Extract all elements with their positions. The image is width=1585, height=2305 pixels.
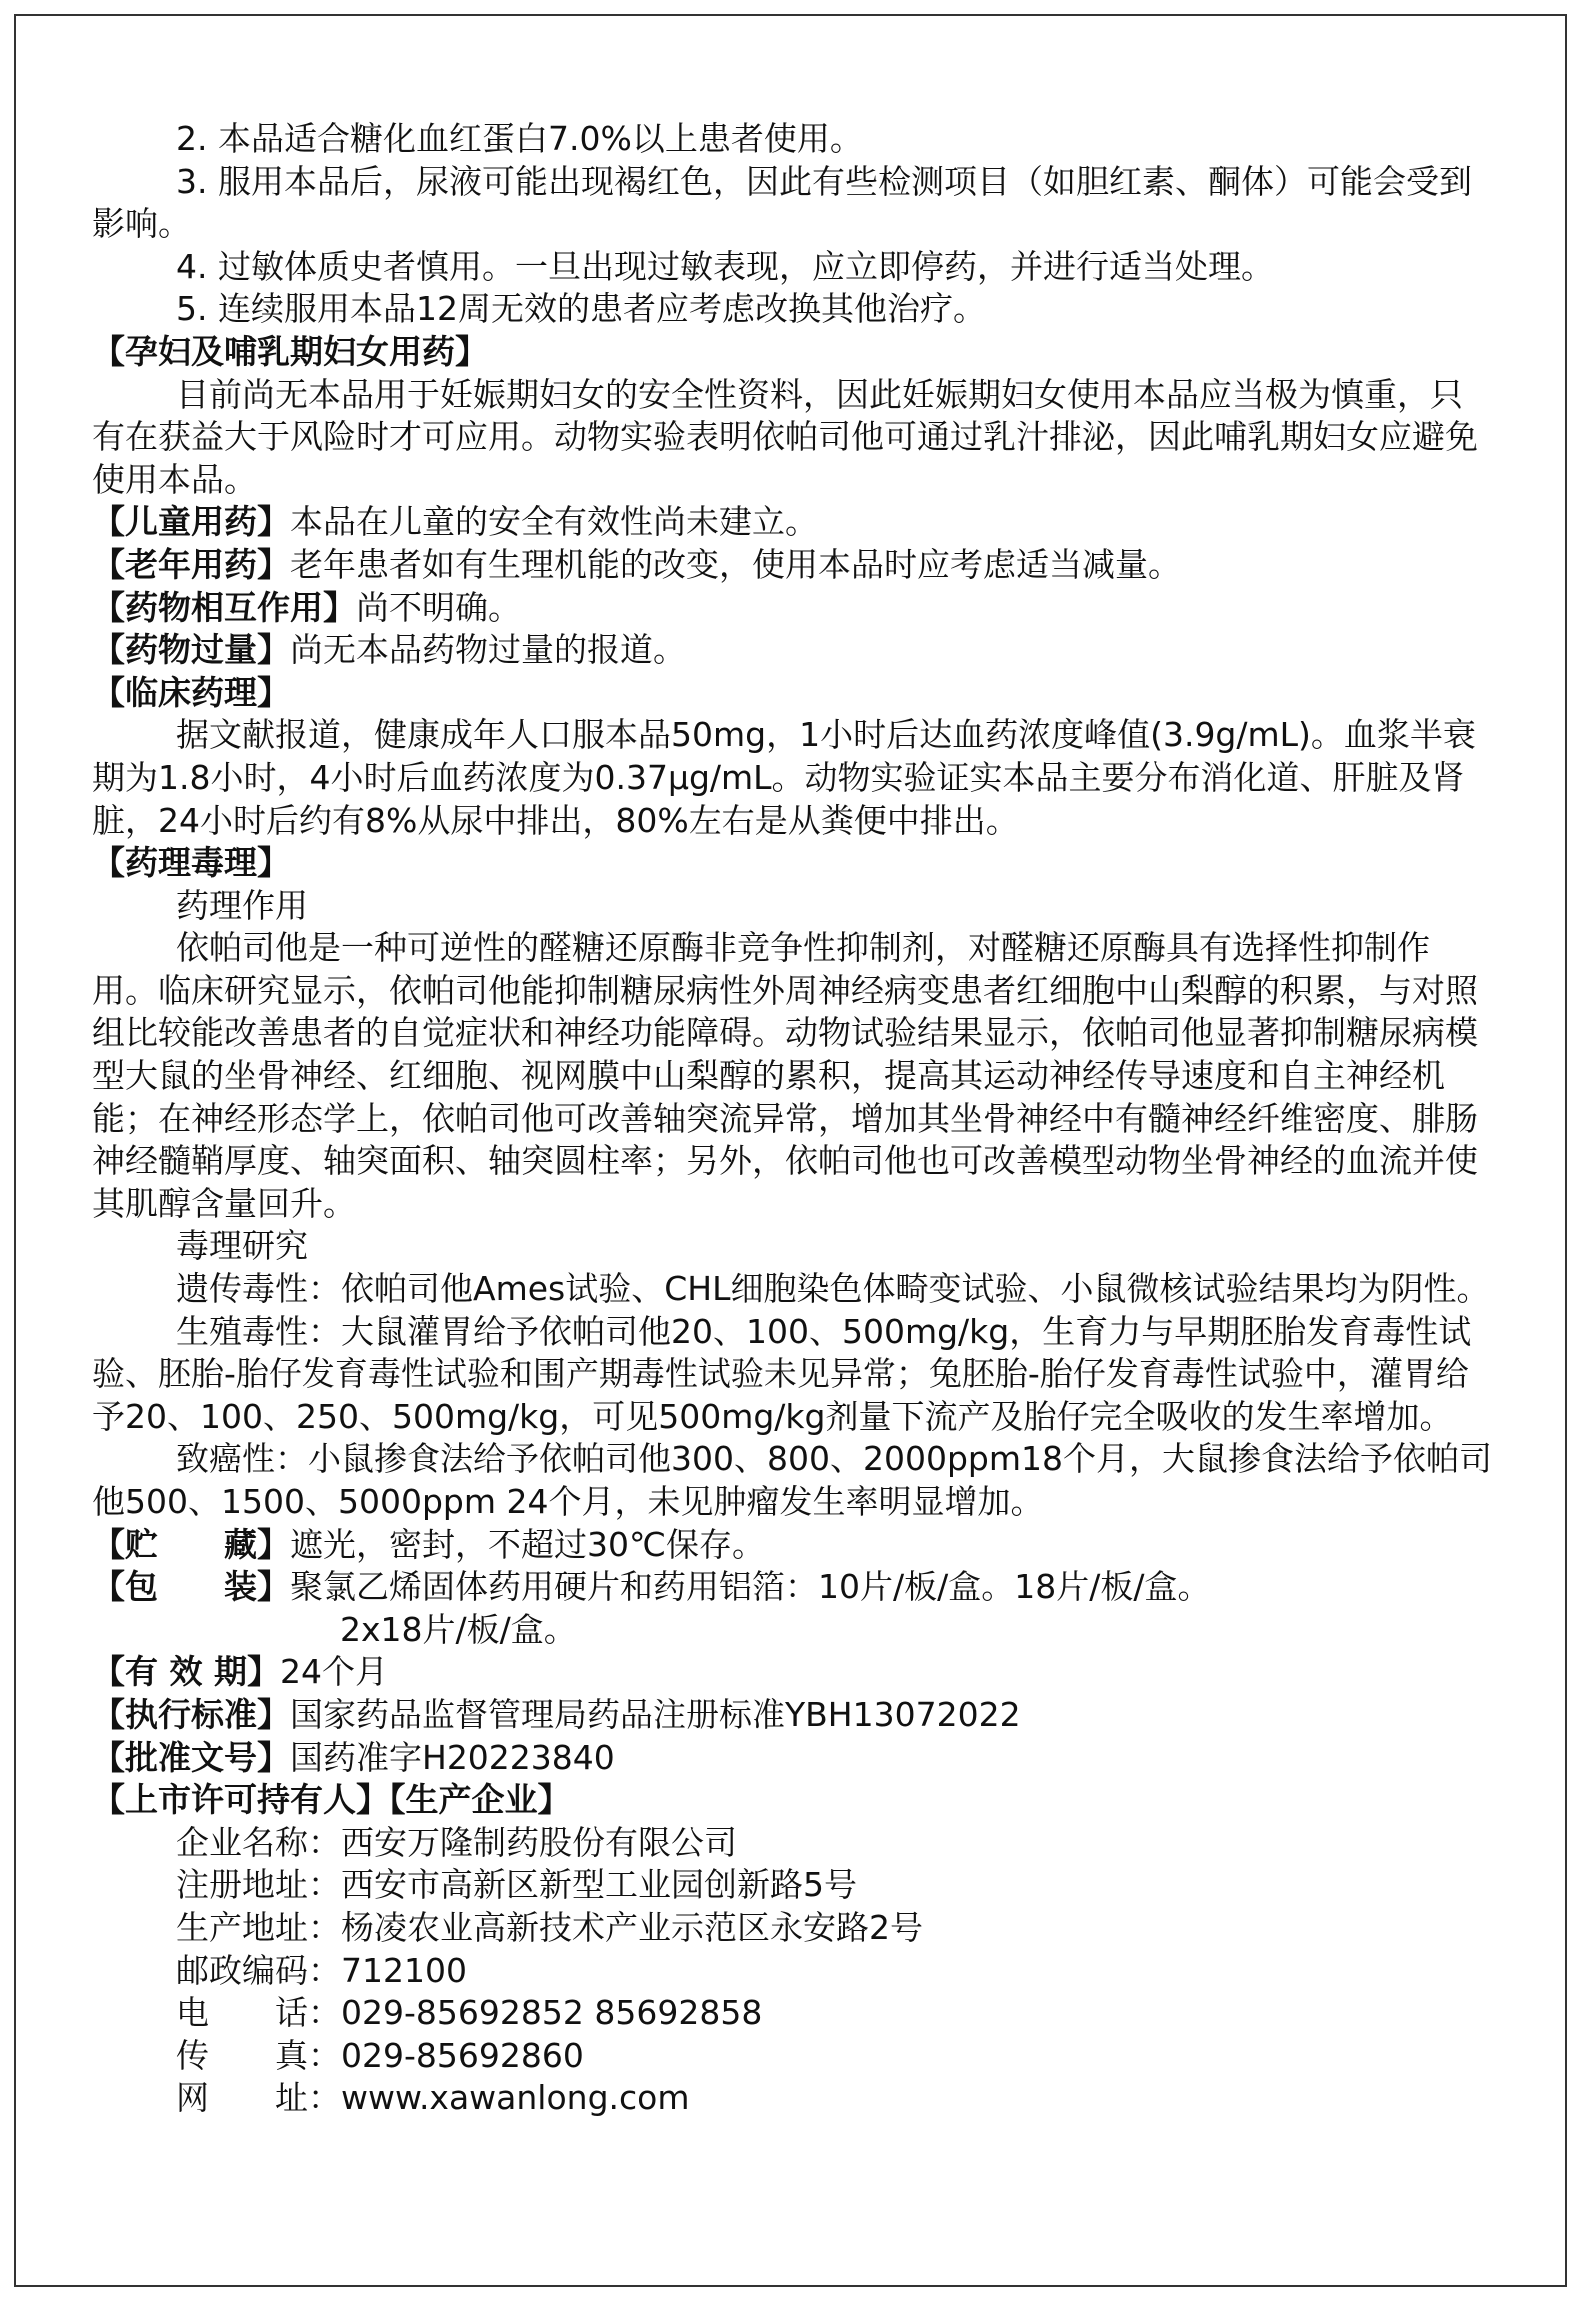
genotoxicity-text: 遗传毒性：依帕司他Ames试验、CHL细胞染色体畸变试验、小鼠微核试验结果均为阴性。 [176,1269,1490,1309]
leaflet-text [92,118,1492,2120]
pharmacology-title: 药理作用 [176,885,308,925]
storage-text: 遮光，密封，不超过30℃保存。 [290,1524,766,1564]
phone-label: 电 话： [176,1993,341,2033]
package-text: 聚氯乙烯固体药用硬片和药用铝箔：10片/板/盒。18片/板/盒。 [290,1567,1211,1607]
postal-code-value: 712100 [341,1950,467,1990]
standard-text: 国家药品监督管理局药品注册标准YBH13072022 [290,1694,1021,1734]
interaction-text: 尚不明确。 [356,587,521,627]
package-section [92,1566,1492,1609]
standard-heading: 【执行标准】 [92,1694,290,1734]
precaution-4: 4. 过敏体质史者慎用。一旦出现过敏表现，应立即停药，并进行适当处理。 [176,246,1274,286]
pregnancy-text: 目前尚无本品用于妊娠期妇女的安全性资料，因此妊娠期妇女使用本品应当极为慎重，只有在获益大于风险时才可应用。动物实验表明依帕司他可通过乳汁排泌，因此哺乳期妇女应避免使用本品。 [92,374,1478,499]
postal-code-label: 邮政编码： [176,1950,341,1990]
overdose-text: 尚无本品药物过量的报道。 [290,630,686,670]
approval-section [92,1737,1492,1780]
website-row [92,2077,1492,2120]
phone-value: 029-85692852 85692858 [341,1993,763,2033]
holder-manufacturer-heading: 【上市许可持有人】【生产企业】 [92,1780,571,1820]
standard-section [92,1694,1492,1737]
registered-address-row [92,1864,1492,1907]
precaution-5: 5. 连续服用本品12周无效的患者应考虑改换其他治疗。 [176,289,986,329]
precaution-3: 3. 服用本品后，尿液可能出现褐红色，因此有些检测项目（如胆红素、酮体）可能会受到影响。 [92,161,1472,244]
fax-value: 029-85692860 [341,2035,584,2075]
package-heading: 【包 装】 [92,1567,290,1607]
clinical-pharmacology-heading: 【临床药理】 [92,672,290,712]
interaction-section [92,587,1492,630]
company-name-label: 企业名称： [176,1822,341,1862]
fax-label: 传 真： [176,2035,341,2075]
fax-row [92,2035,1492,2078]
phone-row [92,1992,1492,2035]
elderly-text: 老年患者如有生理机能的改变，使用本品时应考虑适当减量。 [290,544,1181,584]
storage-section [92,1524,1492,1567]
pregnancy-heading: 【孕妇及哺乳期妇女用药】 [92,331,488,371]
overdose-section [92,629,1492,672]
validity-text: 24个月 [279,1652,388,1692]
pharmacology-toxicology-heading: 【药理毒理】 [92,843,290,883]
interaction-heading: 【药物相互作用】 [92,587,356,627]
validity-heading: 【有 效 期】 [92,1652,280,1692]
children-heading: 【儿童用药】 [92,502,290,542]
company-name-row [92,1822,1492,1865]
elderly-heading: 【老年用药】 [92,544,290,584]
package-text-2: 2x18片/板/盒。 [340,1609,577,1649]
children-text: 本品在儿童的安全有效性尚未建立。 [290,502,818,542]
toxicology-title: 毒理研究 [176,1226,308,1266]
precaution-2: 2. 本品适合糖化血红蛋白7.0%以上患者使用。 [176,119,863,158]
reproductive-toxicity-text: 生殖毒性：大鼠灌胃给予依帕司他20、100、500mg/kg，生育力与早期胚胎发育毒性试验、胚胎-胎仔发育毒性试验和围产期毒性试验未见异常；兔胚胎-胎仔发育毒性试验中，灌胃给予20、100、250、500mg/kg，可见500mg/kg剂量下流产及胎仔完全吸收的发生率增加。 [92,1311,1472,1436]
children-section [92,501,1492,544]
elderly-section [92,544,1492,587]
pharmacology-text: 依帕司他是一种可逆性的醛糖还原酶非竞争性抑制剂，对醛糖还原酶具有选择性抑制作用。临床研究显示，依帕司他能抑制糖尿病性外周神经病变患者红细胞中山梨醇的积累，与对照组比较能改善患者的自觉症状和神经功能障碍。动物试验结果显示，依帕司他显著抑制糖尿病模型大鼠的坐骨神经、红细胞、视网膜中山梨醇的累积，提高其运动神经传导速度和自主神经机能；在神经形态学上，依帕司他可改善轴突流异常，增加其坐骨神经中有髓神经纤维密度、腓肠神经髓鞘厚度、轴突面积、轴突圆柱率；另外，依帕司他也可改善模型动物坐骨神经的血流并使其肌醇含量回升。 [92,928,1478,1223]
production-address-row [92,1907,1492,1950]
storage-heading: 【贮 藏】 [92,1524,290,1564]
registered-address-value: 西安市高新区新型工业园创新路5号 [341,1865,857,1905]
clinical-pharmacology-text: 据文献报道，健康成年人口服本品50mg，1小时后达血药浓度峰值(3.9g/mL)。血浆半衰期为1.8小时，4小时后血药浓度为0.37μg/mL。动物实验证实本品主要分布消化道、肝脏及肾脏，24小时后约有8%从尿中排出，80%左右是从粪便中排出。 [92,715,1476,840]
postal-code-row [92,1950,1492,1993]
carcinogenicity-text: 致癌性：小鼠掺食法给予依帕司他300、800、2000ppm18个月，大鼠掺食法给予依帕司他500、1500、5000ppm 24个月，未见肿瘤发生率明显增加。 [92,1439,1492,1521]
approval-heading: 【批准文号】 [92,1737,290,1777]
production-address-value: 杨凌农业高新技术产业示范区永安路2号 [341,1907,923,1947]
website-value: www.xawanlong.com [341,2078,690,2118]
production-address-label: 生产地址： [176,1907,341,1947]
approval-text: 国药准字H20223840 [290,1737,615,1777]
registered-address-label: 注册地址： [176,1865,341,1905]
overdose-heading: 【药物过量】 [92,630,290,670]
company-name-value: 西安万隆制药股份有限公司 [341,1822,737,1862]
validity-section [92,1651,1492,1694]
website-label: 网 址： [176,2078,341,2118]
